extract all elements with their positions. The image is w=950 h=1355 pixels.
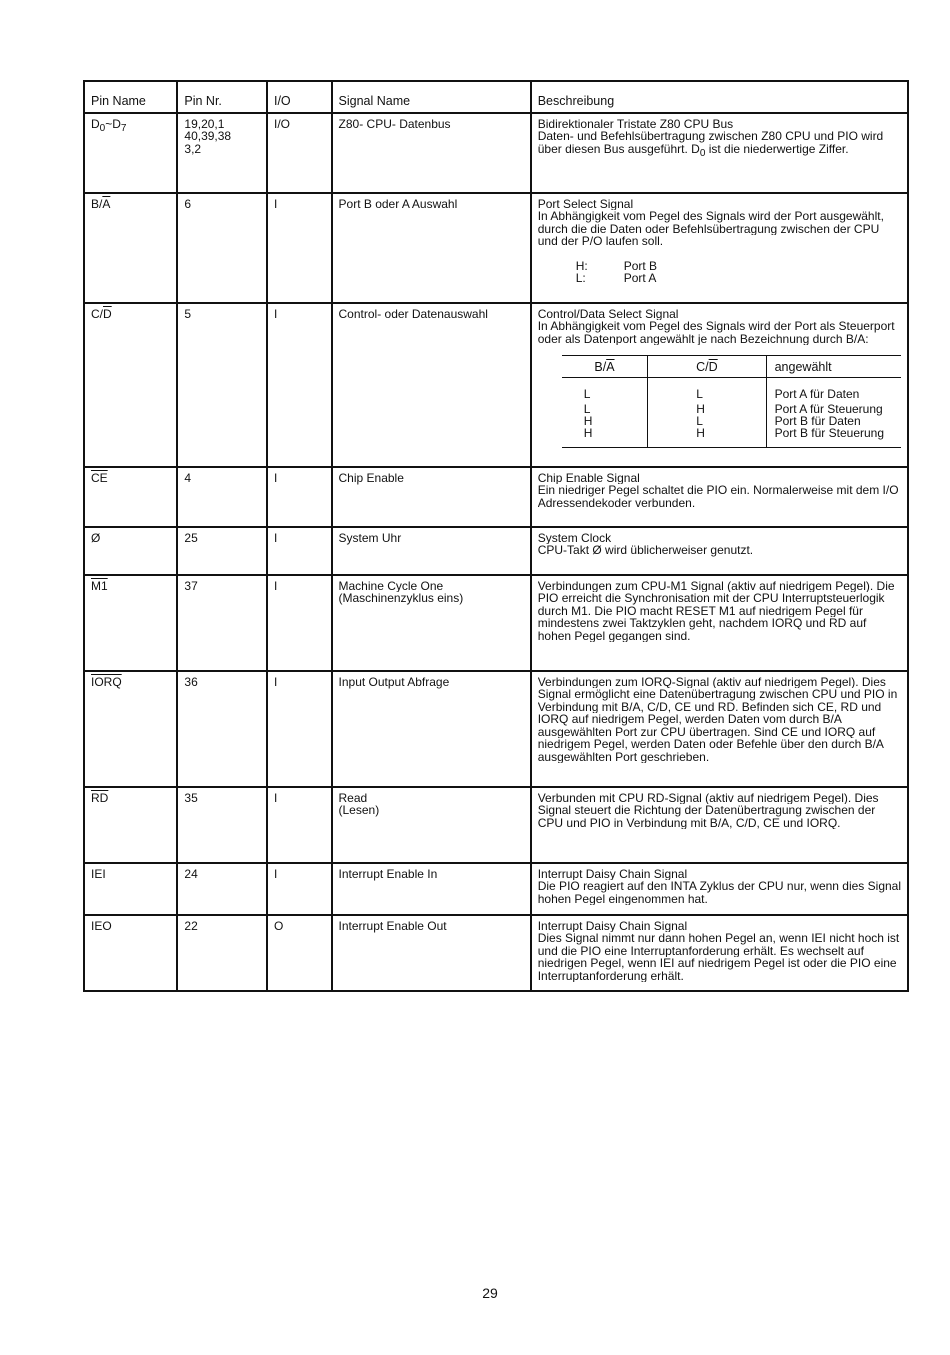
header-io: I/O	[267, 81, 332, 113]
pin-name-cell: Ø	[84, 527, 177, 575]
description-line: Verbindung mit B/A, C/D, CE und RD. Befinden sich CE, RD und	[537, 700, 882, 713]
pin-table	[83, 80, 909, 992]
table-row	[84, 467, 908, 527]
description-line: niedrigem Pegel, werden Daten oder Befehle über den durch B/A	[537, 738, 884, 751]
signal-name-cell: System Uhr	[332, 527, 531, 575]
subtable-row: H H Port B für Steuerung	[562, 427, 901, 448]
io-cell: I	[267, 193, 332, 303]
description-line: System Clock	[537, 531, 612, 544]
io-cell: I	[267, 527, 332, 575]
description-line: Signal ermöglicht eine Datenübertragung zwischen CPU und PIO in	[537, 688, 898, 701]
description-line: durch die die Daten oder Befehlsübertragung zwischen der CPU	[537, 222, 880, 235]
table-row	[84, 193, 908, 303]
description-line: CPU und PIO in Verbindung mit B/A, C/D, CE und IORQ.	[537, 816, 841, 829]
subtable-row: L L Port A für Daten	[562, 378, 901, 404]
table-row	[84, 527, 908, 575]
level-list	[576, 260, 901, 285]
io-cell: I	[267, 671, 332, 787]
description-line: Adressendekoder verbunden.	[537, 496, 696, 509]
table-row	[84, 575, 908, 671]
io-cell: I	[267, 787, 332, 863]
signal-name-line: (Maschinenzyklus eins)	[338, 592, 464, 605]
signal-name-cell: Control- oder Datenauswahl	[332, 303, 531, 467]
description-line: IORQ auf niedrigem Pegel, werden Daten vom durch B/A	[537, 713, 842, 726]
header-row	[84, 81, 908, 113]
signal-name-cell: Z80- CPU- Datenbus	[332, 113, 531, 193]
description-cell	[531, 193, 908, 303]
signal-name-cell	[332, 575, 531, 671]
description-cell	[531, 467, 908, 527]
pin-nr: 3,2	[184, 142, 202, 155]
description-line: und der P/O laufen soll.	[537, 235, 664, 248]
description-line: Verbindungen zum IORQ-Signal (aktiv auf niedrigem Pegel). Dies	[537, 675, 886, 688]
pin-name-cell	[84, 113, 177, 193]
pin-nr-cell: 35	[177, 787, 267, 863]
level-item: L: Port A	[575, 271, 657, 285]
description-line: In Abhängigkeit vom Pegel des Signals wird der Port als Steuerport	[537, 320, 895, 333]
description-line: In Abhängigkeit vom Pegel des Signals wird der Port ausgewählt,	[537, 210, 884, 223]
pin-nr: 19,20,1	[184, 117, 225, 130]
signal-name-cell: Port B oder A Auswahl	[332, 193, 531, 303]
io-cell: I	[267, 303, 332, 467]
description-line: über diesen Bus ausgeführt. $D_0$ ist die niederwertige Ziffer.	[537, 142, 849, 159]
description-cell	[531, 915, 908, 991]
io-cell: O	[267, 915, 332, 991]
description-line: Signal steuert die Richtung der Datenübertragung zwischen der	[537, 804, 876, 817]
pin-name-cell: M1	[84, 575, 177, 671]
description-line: ausgewählten Port zur CPU übertragen. Sind CE und IORQ auf	[537, 725, 876, 738]
header-description: Beschreibung	[531, 81, 908, 113]
pin-nr-cell: 5	[177, 303, 267, 467]
description-line: Ein niedriger Pegel schaltet die PIO ein. Normalerweise mit dem I/O	[537, 484, 899, 497]
description-line: Interrupt Daisy Chain Signal	[537, 919, 688, 932]
description-line: Chip Enable Signal	[537, 471, 640, 484]
page-number: 29	[482, 1285, 498, 1301]
pin-nr-cell: 22	[177, 915, 267, 991]
subtable-header: $C/\overline{D}$	[648, 356, 766, 378]
pin-name-cell: $B/\overline{A}$	[84, 193, 177, 303]
selection-subtable	[562, 355, 901, 448]
signal-name-line: Machine Cycle One	[338, 579, 444, 592]
pin-name-cell: IORQ	[84, 671, 177, 787]
subtable-row: H L Port B für Daten	[583, 414, 861, 428]
description-line: durch M1. Die PIO macht RESET M1 auf niedrigem Pegel für	[537, 604, 863, 617]
pin-nr: 40,39,38	[184, 130, 232, 143]
description-cell	[531, 863, 908, 915]
signal-name-cell: Chip Enable	[332, 467, 531, 527]
description-line: Verbindungen zum CPU-M1 Signal (aktiv auf niedrigem Pegel). Die	[537, 579, 895, 592]
description-line: Bidirektionaler Tristate Z80 CPU Bus	[537, 117, 734, 130]
pin-nr-cell: 24	[177, 863, 267, 915]
pin-nr-cell	[177, 113, 267, 193]
io-cell: I	[267, 467, 332, 527]
description-cell	[531, 113, 908, 193]
subtable-row: L H Port A für Steuerung	[583, 402, 883, 416]
header-pin-name: Pin Name	[84, 81, 177, 113]
pin-name-cell: $C/\overline{D}$	[84, 303, 177, 467]
pin-name-cell: $\overline{CE}$	[84, 467, 177, 527]
signal-name-cell: Input Output Abfrage	[332, 671, 531, 787]
pin-name-cell: IEI	[84, 863, 177, 915]
description-line: Interrupt Daisy Chain Signal	[537, 867, 688, 880]
subtable-header: angewählt	[766, 356, 901, 378]
level-item: H: Port B	[575, 258, 658, 273]
subtable-header: $B/\overline{A}$	[562, 356, 648, 378]
description-line: und die PIO eine Interruptanforderung erhält. Es wechselt auf	[537, 944, 864, 957]
description-line: Dies Signal nimmt nur dann hohen Pegel an, wenn IEI nicht hoch ist	[537, 932, 900, 945]
pin-nr-cell: 6	[177, 193, 267, 303]
signal-name-line: Read	[338, 791, 368, 804]
table-row	[84, 671, 908, 787]
io-cell: I	[267, 863, 332, 915]
description-line: oder als Datenport angewählt je nach Bezeichnung durch B/A:	[537, 332, 869, 345]
description-line: PIO erreicht die Synchronisation mit der CPU Interruptsteuerlogik	[537, 592, 885, 605]
description-line: Interruptanforderung erhält.	[537, 969, 684, 982]
description-line: ausgewählten Port geschrieben.	[537, 750, 710, 763]
signal-name-cell: Interrupt Enable In	[332, 863, 531, 915]
header-pin-nr: Pin Nr.	[177, 81, 267, 113]
header-signal-name: Signal Name	[332, 81, 531, 113]
description-line: CPU-Takt Ø wird üblicherweiser genutzt.	[537, 544, 754, 557]
signal-name-cell: Interrupt Enable Out	[332, 915, 531, 991]
table-row	[84, 787, 908, 863]
description-cell	[531, 303, 908, 467]
signal-name-cell	[332, 787, 531, 863]
description-line: hohen Pegel gegangen sind.	[537, 629, 691, 642]
pin-nr-cell: 37	[177, 575, 267, 671]
io-cell: I	[267, 575, 332, 671]
description-cell	[531, 575, 908, 671]
pin-name: $D_0\sim D_7$	[91, 116, 127, 134]
description-cell	[531, 671, 908, 787]
description-line: Daten- und Befehlsübertragung zwischen Z80 CPU und PIO wird	[537, 130, 884, 143]
description-line: Control/Data Select Signal	[537, 307, 679, 320]
pin-nr-cell: 4	[177, 467, 267, 527]
subtable-header-row	[562, 356, 901, 378]
table-row	[84, 303, 908, 467]
description-line: mindestens zwei Taktzyklen geht, nachdem IORQ und RD auf	[537, 617, 867, 630]
pin-nr-cell: 25	[177, 527, 267, 575]
description-line: niedrigen Pegel, wenn IEI auf niedrigem Pegel ist oder die PIO eine	[537, 957, 897, 970]
pin-name-cell: IEO	[84, 915, 177, 991]
pin-nr-cell: 36	[177, 671, 267, 787]
pin-name-cell: $\overline{RD}$	[84, 787, 177, 863]
description-cell	[531, 787, 908, 863]
table-row	[84, 863, 908, 915]
description-line: Verbunden mit CPU RD-Signal (aktiv auf niedrigem Pegel). Dies	[537, 791, 879, 804]
table-row	[84, 915, 908, 991]
io-cell: I/O	[267, 113, 332, 193]
description-cell	[531, 527, 908, 575]
signal-name-line: (Lesen)	[338, 804, 380, 817]
description-line: hohen Pegel eingenommen hat.	[537, 892, 708, 905]
description-line: Die PIO reagiert auf den INTA Zyklus der CPU nur, wenn dies Signal	[537, 880, 901, 893]
description-line: Port Select Signal	[537, 197, 634, 210]
table-row	[84, 113, 908, 193]
